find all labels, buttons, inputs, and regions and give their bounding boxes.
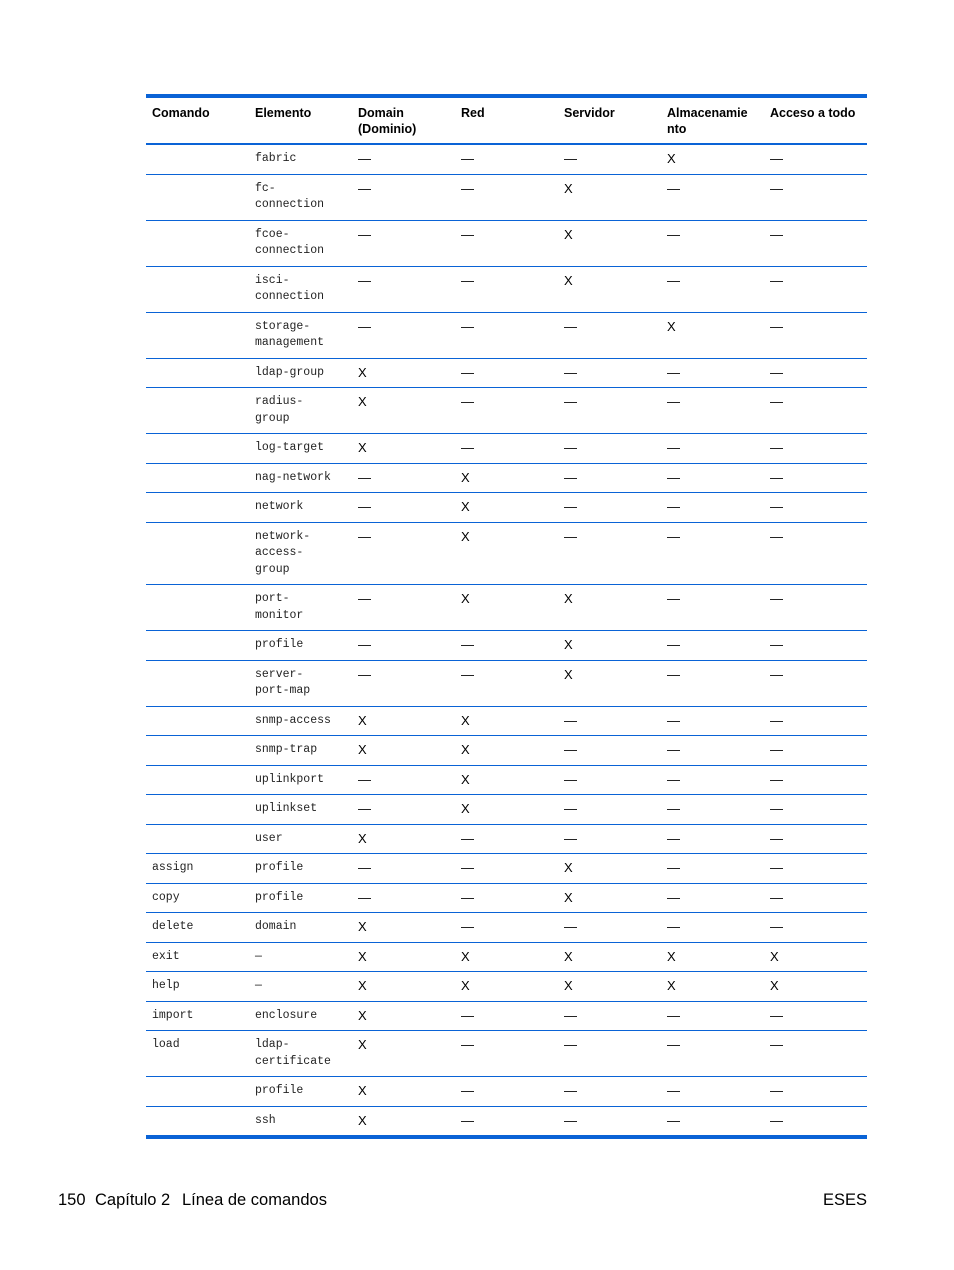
elemento-line: certificate	[255, 1054, 331, 1068]
cell-elemento	[249, 854, 352, 884]
cell-domain: X	[352, 824, 455, 854]
cell-almacenamiento: X	[667, 151, 676, 166]
elemento-line: radius-	[255, 395, 304, 408]
cell-elemento	[249, 358, 352, 388]
cell-servidor: —	[558, 388, 661, 434]
cell-red: —	[455, 388, 558, 434]
elemento-line: snmp-trap	[255, 743, 318, 756]
table-row	[146, 631, 867, 661]
cell-elemento	[249, 706, 352, 736]
cell-comando	[146, 220, 249, 266]
cell-servidor: —	[558, 358, 661, 388]
cell-acceso: —	[764, 660, 867, 706]
cell-almacenamiento: —	[661, 631, 764, 661]
cell-red: X	[455, 795, 558, 825]
cell-elemento	[249, 972, 352, 1002]
header-acceso: Acceso a todo	[764, 98, 867, 144]
table-row	[146, 972, 867, 1002]
cell-red: X	[455, 765, 558, 795]
cell-elemento	[249, 144, 352, 174]
cell-almacenamiento: X	[661, 312, 764, 358]
cell-domain: —	[352, 174, 455, 220]
elemento-line: ssh	[255, 1113, 276, 1127]
cell-red: X	[455, 493, 558, 523]
elemento-line: enclosure	[255, 1008, 318, 1022]
cell-comando: delete	[146, 913, 249, 943]
cell-red: X	[455, 942, 558, 972]
elemento-line: connection	[255, 244, 325, 257]
cell-comando: load	[146, 1031, 249, 1077]
cell-red: —	[455, 854, 558, 884]
table-row	[146, 585, 867, 631]
elemento-line: fcoe-	[255, 227, 290, 241]
cell-elemento	[249, 434, 352, 464]
cell-domain: X	[352, 942, 455, 972]
cell-red: —	[455, 220, 558, 266]
elemento-line: uplinkset	[255, 802, 318, 815]
cell-elemento	[249, 312, 352, 358]
cell-domain: X	[352, 1031, 455, 1077]
elemento-line: port-	[255, 592, 290, 605]
cell-servidor: —	[558, 795, 661, 825]
cell-domain: X	[352, 1001, 455, 1031]
table-row	[146, 795, 867, 825]
cell-domain: —	[352, 463, 455, 493]
cell-acceso: —	[764, 706, 867, 736]
cell-domain: —	[352, 312, 455, 358]
table-row	[146, 220, 867, 266]
cell-almacenamiento: —	[661, 266, 764, 312]
cell-domain: X	[352, 706, 455, 736]
cell-acceso: —	[764, 765, 867, 795]
cell-elemento	[249, 1001, 352, 1031]
table-row	[146, 1106, 867, 1135]
cell-almacenamiento: —	[661, 660, 764, 706]
table-row	[146, 942, 867, 972]
cell-comando: assign	[146, 854, 249, 884]
table-body	[146, 144, 867, 1135]
table-row	[146, 434, 867, 464]
cell-servidor: X	[558, 942, 661, 972]
cell-acceso: —	[764, 585, 867, 631]
cell-servidor: X	[558, 631, 661, 661]
cell-almacenamiento: —	[661, 736, 764, 766]
cell-comando	[146, 1077, 249, 1107]
cell-domain: —	[352, 220, 455, 266]
cell-acceso: —	[764, 388, 867, 434]
cell-red: —	[455, 1077, 558, 1107]
cell-domain: X	[352, 736, 455, 766]
cell-domain: X	[352, 358, 455, 388]
cell-domain: X	[352, 913, 455, 943]
cell-servidor: —	[558, 1001, 661, 1031]
cell-red: —	[455, 1031, 558, 1077]
cell-servidor: X	[558, 174, 661, 220]
cell-elemento	[249, 266, 352, 312]
table-row	[146, 1077, 867, 1107]
cell-elemento	[249, 1106, 352, 1135]
cell-servidor: —	[558, 765, 661, 795]
cell-servidor: —	[558, 493, 661, 523]
cell-servidor: —	[558, 706, 661, 736]
cell-almacenamiento: —	[661, 824, 764, 854]
cell-acceso: —	[764, 795, 867, 825]
cell-red: X	[455, 522, 558, 585]
cell-almacenamiento: —	[661, 522, 764, 585]
table-row	[146, 883, 867, 913]
cell-comando	[146, 824, 249, 854]
cell-almacenamiento: —	[661, 220, 764, 266]
cell-elemento	[249, 883, 352, 913]
cell-comando	[146, 312, 249, 358]
cell-servidor: —	[558, 434, 661, 464]
elemento-line: profile	[255, 638, 304, 651]
cell-servidor: —	[558, 312, 661, 358]
elemento-line: connection	[255, 290, 325, 303]
header-domain: Domain (Dominio)	[352, 98, 455, 144]
elemento-line: —	[255, 949, 262, 963]
table-row	[146, 913, 867, 943]
cell-elemento	[249, 1077, 352, 1107]
cell-almacenamiento: —	[661, 463, 764, 493]
cell-red: —	[455, 913, 558, 943]
elemento-line: snmp-access	[255, 713, 331, 727]
cell-red: X	[455, 972, 558, 1002]
cell-acceso: —	[764, 1031, 867, 1077]
cell-acceso: —	[764, 522, 867, 585]
cell-domain: —	[352, 795, 455, 825]
elemento-line: fc-	[255, 181, 276, 195]
cell-comando	[146, 493, 249, 523]
cell-domain: —	[352, 883, 455, 913]
elemento-line: connection	[255, 198, 325, 211]
cell-red: X	[455, 736, 558, 766]
cell-comando	[146, 631, 249, 661]
cell-acceso: —	[764, 434, 867, 464]
cell-red: X	[455, 706, 558, 736]
cell-elemento	[249, 1031, 352, 1077]
cell-comando: help	[146, 972, 249, 1002]
cell-comando	[146, 736, 249, 766]
cell-acceso: —	[764, 358, 867, 388]
cell-comando	[146, 388, 249, 434]
cell-elemento	[249, 522, 352, 585]
cell-servidor: —	[558, 824, 661, 854]
table-row	[146, 824, 867, 854]
table-row	[146, 522, 867, 585]
cell-servidor: X	[558, 585, 661, 631]
header-comando: Comando	[146, 98, 249, 144]
cell-comando	[146, 660, 249, 706]
cell-almacenamiento: —	[661, 913, 764, 943]
cell-domain: X	[352, 1077, 455, 1107]
cell-red: —	[455, 824, 558, 854]
cell-elemento	[249, 795, 352, 825]
elemento-line: ldap-	[255, 1038, 290, 1051]
cell-almacenamiento: —	[661, 493, 764, 523]
elemento-line: monitor	[255, 608, 304, 622]
table-row	[146, 144, 867, 174]
elemento-line: isci-	[255, 273, 290, 287]
cell-acceso: —	[764, 312, 867, 358]
cell-red: —	[455, 1001, 558, 1031]
cell-red: X	[455, 463, 558, 493]
cell-comando	[146, 1106, 249, 1135]
cell-elemento	[249, 220, 352, 266]
elemento-line: network-	[255, 529, 311, 543]
cell-servidor: —	[558, 522, 661, 585]
cell-comando	[146, 795, 249, 825]
cell-comando	[146, 706, 249, 736]
elemento-line: group	[255, 411, 290, 425]
elemento-line: fabric	[255, 152, 297, 165]
cell-comando	[146, 434, 249, 464]
cell-servidor: X	[558, 854, 661, 884]
cell-comando: exit	[146, 942, 249, 972]
cell-domain: X	[352, 388, 455, 434]
elemento-line: profile	[255, 1084, 304, 1097]
cell-acceso: —	[764, 220, 867, 266]
cell-domain: —	[352, 660, 455, 706]
table-row	[146, 706, 867, 736]
cell-elemento	[249, 631, 352, 661]
cell-almacenamiento: —	[661, 1077, 764, 1107]
cell-almacenamiento: —	[661, 434, 764, 464]
table-row	[146, 312, 867, 358]
elemento-line: profile	[255, 890, 304, 904]
cell-almacenamiento: —	[661, 854, 764, 884]
elemento-line: management	[255, 336, 325, 349]
cell-acceso: X	[764, 972, 867, 1002]
elemento-line: server-	[255, 667, 304, 681]
cell-comando: import	[146, 1001, 249, 1031]
cell-elemento	[249, 493, 352, 523]
elemento-line: —	[255, 979, 262, 992]
cell-servidor: X	[558, 972, 661, 1002]
elemento-line: access-	[255, 546, 304, 559]
permissions-table-container	[146, 94, 867, 1139]
cell-elemento	[249, 388, 352, 434]
page-number: 150	[58, 1191, 86, 1209]
table-row	[146, 493, 867, 523]
cell-acceso: —	[770, 151, 783, 166]
cell-acceso: —	[764, 883, 867, 913]
cell-domain: —	[352, 854, 455, 884]
cell-servidor: —	[558, 1031, 661, 1077]
table-row	[146, 1001, 867, 1031]
cell-almacenamiento: —	[661, 706, 764, 736]
cell-comando: copy	[146, 883, 249, 913]
table-row	[146, 388, 867, 434]
cell-red: —	[455, 174, 558, 220]
table-row	[146, 266, 867, 312]
cell-almacenamiento: —	[661, 795, 764, 825]
header-almacenamiento: Almacenamie nto	[661, 98, 764, 144]
elemento-line: network	[255, 500, 304, 513]
table-row	[146, 358, 867, 388]
cell-domain: X	[352, 1106, 455, 1135]
cell-acceso: —	[764, 824, 867, 854]
cell-elemento	[249, 824, 352, 854]
elemento-line: nag-network	[255, 470, 331, 484]
cell-almacenamiento: X	[661, 942, 764, 972]
header-elemento: Elemento	[249, 98, 352, 144]
cell-red: —	[461, 151, 474, 166]
cell-red: —	[455, 434, 558, 464]
cell-elemento	[249, 174, 352, 220]
cell-almacenamiento: —	[661, 1001, 764, 1031]
cell-servidor: —	[558, 736, 661, 766]
table-row	[146, 1031, 867, 1077]
elemento-line: user	[255, 831, 283, 845]
cell-servidor: —	[558, 1106, 661, 1135]
elemento-line: ldap-group	[255, 365, 325, 379]
cell-red: —	[455, 660, 558, 706]
cell-almacenamiento: —	[661, 883, 764, 913]
cell-red: —	[455, 312, 558, 358]
cell-almacenamiento: —	[661, 1031, 764, 1077]
cell-elemento	[249, 660, 352, 706]
table-row	[146, 174, 867, 220]
cell-almacenamiento: —	[661, 1106, 764, 1135]
cell-acceso: —	[764, 1106, 867, 1135]
cell-servidor: X	[558, 660, 661, 706]
cell-acceso: X	[764, 942, 867, 972]
permissions-table	[146, 98, 867, 1135]
cell-comando	[146, 144, 249, 174]
cell-servidor: X	[558, 220, 661, 266]
table-row	[146, 736, 867, 766]
cell-domain: X	[352, 972, 455, 1002]
cell-red: —	[455, 1106, 558, 1135]
cell-domain: —	[358, 151, 371, 166]
table-row	[146, 765, 867, 795]
cell-almacenamiento: —	[661, 585, 764, 631]
cell-domain: X	[352, 434, 455, 464]
cell-acceso: —	[764, 736, 867, 766]
cell-almacenamiento: —	[661, 358, 764, 388]
table-row	[146, 660, 867, 706]
cell-domain: —	[352, 522, 455, 585]
cell-domain: —	[352, 631, 455, 661]
cell-elemento	[249, 765, 352, 795]
cell-servidor: —	[564, 151, 577, 166]
elemento-line: group	[255, 562, 290, 576]
header-servidor: Servidor	[558, 98, 661, 144]
cell-comando	[146, 174, 249, 220]
cell-servidor: —	[558, 1077, 661, 1107]
cell-comando	[146, 585, 249, 631]
cell-acceso: —	[764, 631, 867, 661]
cell-acceso: —	[764, 1077, 867, 1107]
elemento-line: uplinkport	[255, 772, 325, 786]
cell-red: —	[455, 883, 558, 913]
cell-comando	[146, 765, 249, 795]
cell-elemento	[249, 736, 352, 766]
cell-servidor: —	[558, 913, 661, 943]
cell-domain: —	[352, 493, 455, 523]
cell-servidor: X	[558, 266, 661, 312]
section-title: Línea de comandos	[182, 1191, 327, 1209]
cell-red: X	[455, 585, 558, 631]
cell-domain: —	[352, 585, 455, 631]
table-header-row	[146, 98, 867, 144]
elemento-line: port-map	[255, 684, 311, 697]
cell-red: —	[455, 631, 558, 661]
elemento-line: profile	[255, 861, 304, 874]
cell-acceso: —	[764, 493, 867, 523]
cell-almacenamiento: —	[661, 388, 764, 434]
cell-elemento	[249, 913, 352, 943]
cell-red: —	[455, 358, 558, 388]
cell-acceso: —	[764, 174, 867, 220]
cell-domain: —	[352, 266, 455, 312]
cell-almacenamiento: —	[661, 765, 764, 795]
cell-acceso: —	[764, 463, 867, 493]
cell-elemento	[249, 942, 352, 972]
header-red: Red	[455, 98, 558, 144]
locale-code: ESES	[822, 1191, 867, 1209]
cell-servidor: —	[558, 463, 661, 493]
cell-elemento	[249, 463, 352, 493]
cell-acceso: —	[764, 266, 867, 312]
cell-acceso: —	[764, 1001, 867, 1031]
cell-almacenamiento: —	[661, 174, 764, 220]
cell-red: —	[455, 266, 558, 312]
cell-almacenamiento: X	[661, 972, 764, 1002]
table-row	[146, 463, 867, 493]
elemento-line: storage-	[255, 319, 311, 333]
cell-comando	[146, 522, 249, 585]
cell-acceso: —	[764, 854, 867, 884]
cell-servidor: X	[558, 883, 661, 913]
table-row	[146, 854, 867, 884]
chapter-label: Capítulo 2	[95, 1191, 171, 1209]
elemento-line: log-target	[255, 441, 325, 454]
cell-acceso: —	[764, 913, 867, 943]
cell-domain: —	[352, 765, 455, 795]
cell-comando	[146, 463, 249, 493]
elemento-line: domain	[255, 920, 297, 933]
cell-comando	[146, 358, 249, 388]
cell-comando	[146, 266, 249, 312]
cell-elemento	[249, 585, 352, 631]
